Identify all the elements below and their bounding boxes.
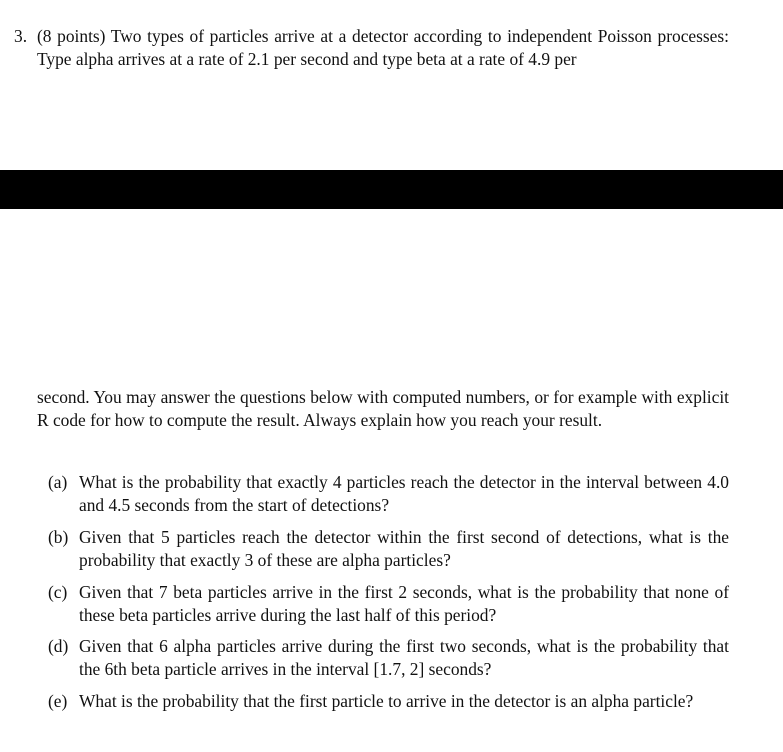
question-label: (b)	[48, 527, 69, 547]
problem-number: 3.	[14, 26, 28, 46]
question-text: What is the probability that the first particle to arrive in the detector is an alpha particle?	[79, 691, 694, 711]
problem-instructions: second. You may answer the questions below with computed numbers, or for example with explicit R code for how to compute the result. Always explain how you reach your result.	[37, 387, 729, 430]
question-text: What is the probability that exactly 4 particles reach the detector in the interval between 4.0 and 4.5 seconds from the start of detections?	[79, 472, 729, 515]
problem-intro: (8 points) Two types of particles arrive at a detector according to independent Poisson processes: Type alpha arrives at a rate of 2.1 per second and type beta at a rate of 4.9 per	[37, 26, 729, 69]
question-label: (c)	[48, 582, 68, 602]
question-label: (e)	[48, 691, 68, 711]
question-text: Given that 6 alpha particles arrive during the first two seconds, what is the probability that the 6th beta particle arrives in the interval [1.7, 2] seconds?	[79, 636, 729, 679]
question-label: (a)	[48, 472, 68, 492]
redaction-bar	[0, 170, 783, 209]
question-label: (d)	[48, 636, 69, 656]
question-text: Given that 7 beta particles arrive in the first 2 seconds, what is the probability that none of these beta particles arrive during the last half of this period?	[79, 582, 729, 625]
question-text: Given that 5 particles reach the detector within the first second of detections, what is the probability that exactly 3 of these are alpha particles?	[79, 527, 729, 570]
